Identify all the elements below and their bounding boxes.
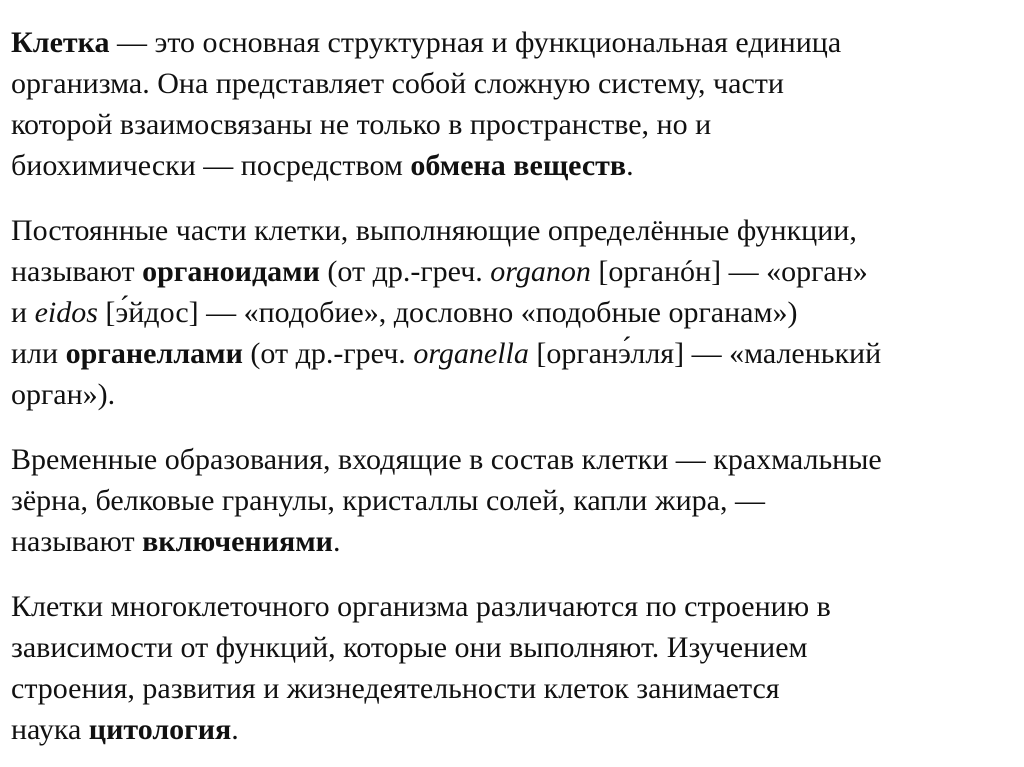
text-run: Постоянные части клетки, выполняющие определённые функции, xyxy=(11,214,857,247)
text-run: или xyxy=(11,337,66,370)
text-run: [органóн] — «орган» xyxy=(590,255,868,288)
text-run: называют xyxy=(11,525,143,558)
text-line xyxy=(11,63,1016,104)
paragraph-inclusions xyxy=(11,439,1016,562)
text-line xyxy=(11,333,1016,374)
text-run: [органэ́лля] — «маленький xyxy=(528,337,882,370)
text-run: биохимически — посредством xyxy=(11,149,411,182)
term-inclusions: включениями xyxy=(142,525,333,558)
term-eidos: eidos xyxy=(34,296,98,329)
text-line xyxy=(11,521,1016,562)
text-run: — это основная структурная и функциональная единица xyxy=(109,26,842,59)
term-cytology: цитология xyxy=(88,713,232,746)
text-run: . xyxy=(626,149,634,182)
text-run: зёрна, белковые гранулы, кристаллы солей, капли жира, — xyxy=(11,484,765,517)
term-organella: organella xyxy=(413,337,529,370)
text-run: [э́йдос] — «подобие», дословно «подобные органам») xyxy=(97,296,798,329)
text-run: строения, развития и жизнедеятельности клеток занимается xyxy=(11,672,780,705)
text-run: . xyxy=(332,525,341,558)
text-run: Временные образования, входящие в состав клетки — крахмальные xyxy=(11,443,882,476)
text-line xyxy=(11,627,1016,668)
text-line xyxy=(11,374,1016,415)
text-run: Клетки многоклеточного организма различаются по строению в xyxy=(11,590,831,623)
paragraph-cytology xyxy=(11,586,1016,750)
text-line xyxy=(11,668,1016,709)
term-metabolism: обмена веществ xyxy=(410,149,627,182)
term-organelles: органеллами xyxy=(65,337,243,370)
text-line xyxy=(11,292,1016,333)
text-run: которой взаимосвязаны не только в пространстве, но и xyxy=(11,108,712,141)
text-line xyxy=(11,439,1016,480)
text-line xyxy=(11,586,1016,627)
term-organon: organon xyxy=(490,255,591,288)
text-line xyxy=(11,22,1016,63)
term-kletka: Клетка xyxy=(11,26,110,59)
paragraph-cell-definition xyxy=(11,22,1016,186)
text-run: зависимости от функций, которые они выполняют. Изучением xyxy=(11,631,808,664)
slide-text xyxy=(11,22,1016,762)
text-run: (от др.-греч. xyxy=(242,337,414,370)
text-line xyxy=(11,251,1016,292)
text-run: и xyxy=(11,296,35,329)
text-line xyxy=(11,210,1016,251)
text-run: орган»). xyxy=(11,378,116,411)
text-line xyxy=(11,104,1016,145)
term-organoids: органоидами xyxy=(142,255,320,288)
paragraph-organoids xyxy=(11,210,1016,415)
text-run: называют xyxy=(11,255,143,288)
text-run: . xyxy=(231,713,239,746)
text-line xyxy=(11,480,1016,521)
text-run: организма. Она представляет собой сложную систему, части xyxy=(11,67,784,100)
text-line xyxy=(11,709,1016,750)
text-line xyxy=(11,145,1016,186)
text-run: (от др.-греч. xyxy=(319,255,491,288)
text-run: наука xyxy=(11,713,89,746)
